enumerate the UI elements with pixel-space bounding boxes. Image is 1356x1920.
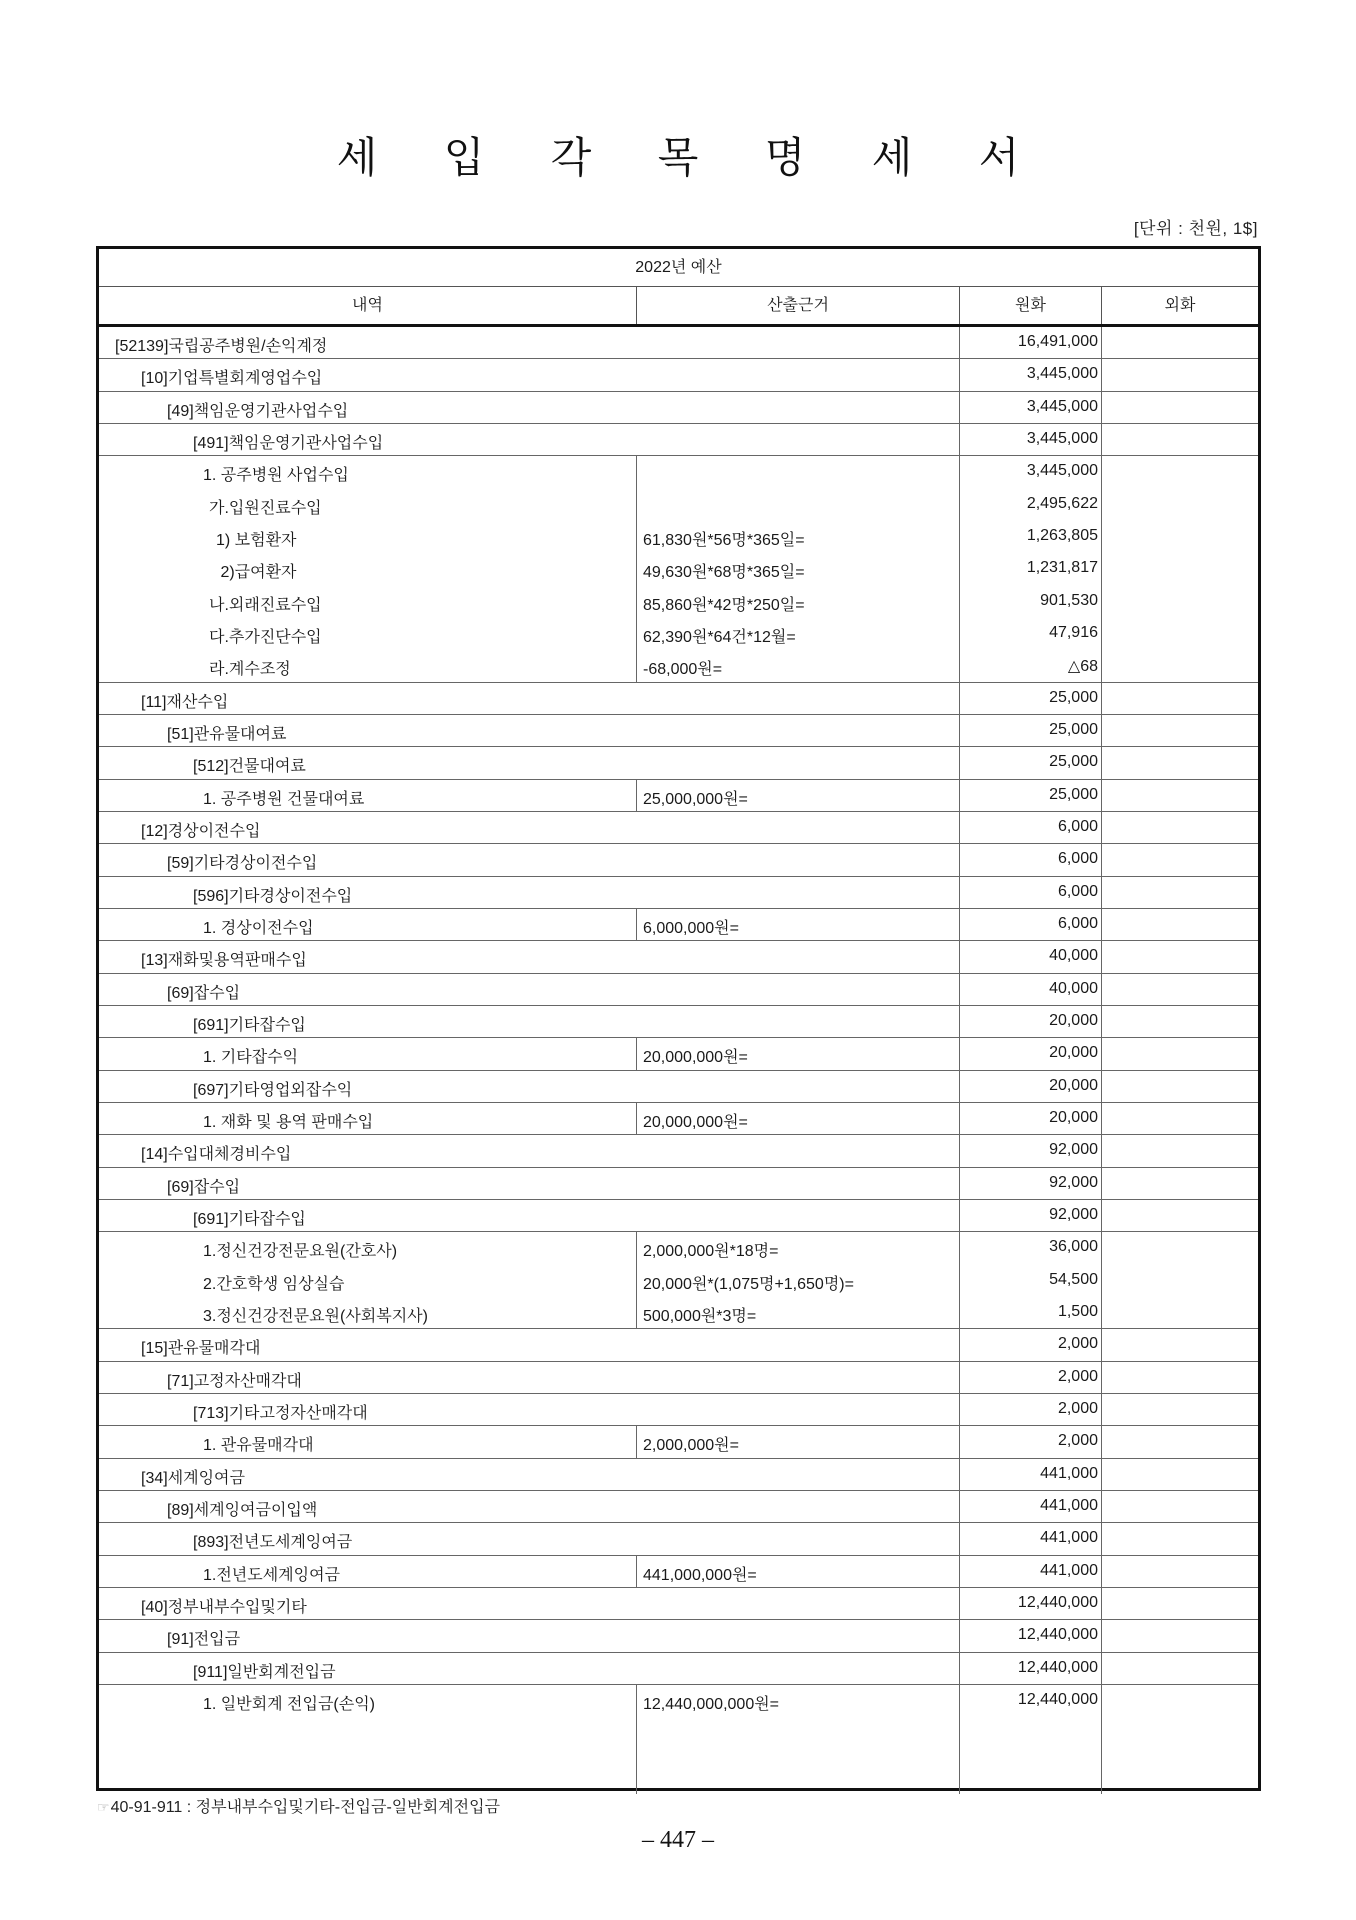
table-row [99,844,1258,876]
row-details: [13]재화및용역판매수입 [141,952,307,970]
row-calculation-basis: 2,000,000원= [636,1426,959,1457]
table-row [99,1071,1258,1103]
pointing-hand-icon: ☞ [97,1799,110,1815]
row-krw-amount: 901,530 [959,586,1101,618]
table-row [99,1491,1258,1523]
row-krw-amount: △68 [959,650,1101,681]
row-krw-amount: 6,000 [959,909,1101,940]
title-char: 명 [764,133,806,182]
table-row [99,1685,1258,1794]
row-details: [893]전년도세계잉여금 [193,1534,353,1552]
row-foreign-amount [1101,1329,1258,1360]
row-foreign-amount [1101,715,1258,746]
row-calculation-basis: 6,000,000원= [636,909,959,940]
table-row [99,489,1258,521]
row-foreign-amount [1101,1297,1258,1328]
row-foreign-amount [1101,909,1258,940]
table-row [99,424,1258,456]
table-row [99,683,1258,715]
row-foreign-amount [1101,618,1258,650]
table-row [99,650,1258,682]
row-krw-amount: 2,000 [959,1426,1101,1457]
table-row [99,909,1258,941]
row-krw-amount: 20,000 [959,1006,1101,1037]
table-row [99,1329,1258,1361]
table-row [99,780,1258,812]
row-details: [69]잡수입 [167,984,241,1002]
row-foreign-amount [1101,1588,1258,1619]
row-foreign-amount [1101,1685,1258,1794]
row-details: [52139]국립공주병원/손익계정 [115,338,328,355]
row-calculation-basis [636,489,959,521]
table-row [99,715,1258,747]
row-foreign-amount [1101,747,1258,778]
table-row [99,392,1258,424]
row-krw-amount: 20,000 [959,1038,1101,1069]
row-krw-amount: 47,916 [959,618,1101,650]
row-krw-amount: 2,495,622 [959,489,1101,521]
row-krw-amount: 441,000 [959,1459,1101,1490]
row-foreign-amount [1101,974,1258,1005]
title-char: 입 [443,133,485,182]
row-details: [89]세계잉여금이입액 [167,1501,318,1519]
row-details: 라.계수조정 [209,661,291,679]
row-krw-amount: 20,000 [959,1103,1101,1134]
table-row [99,586,1258,618]
row-foreign-amount [1101,1200,1258,1231]
row-foreign-amount [1101,1523,1258,1554]
table-row [99,877,1258,909]
row-details: 2.간호학생 임상실습 [203,1275,345,1293]
table-row [99,974,1258,1006]
row-krw-amount: 441,000 [959,1523,1101,1554]
row-foreign-amount [1101,1103,1258,1134]
table-row [99,456,1258,488]
table-row [99,941,1258,973]
row-foreign-amount [1101,1265,1258,1297]
row-details: 1. 공주병원 사업수입 [203,467,349,485]
row-foreign-amount [1101,1135,1258,1166]
row-krw-amount: 16,491,000 [959,327,1101,358]
table-row [99,1620,1258,1652]
row-foreign-amount [1101,941,1258,972]
row-calculation-basis: 62,390원*64건*12월= [636,618,959,650]
row-calculation-basis: 61,830원*56명*365일= [636,521,959,553]
row-krw-amount: 54,500 [959,1265,1101,1297]
row-details: 2)급여환자 [216,564,297,582]
table-row [99,618,1258,650]
row-foreign-amount [1101,489,1258,521]
row-foreign-amount [1101,1426,1258,1457]
page-number: – 447 – [642,1827,714,1853]
row-details: 1. 일반회계 전입금(손익) [203,1695,375,1713]
title-char: 세 [336,133,378,182]
row-krw-amount: 12,440,000 [959,1653,1101,1684]
row-details: 나.외래진료수입 [209,596,322,614]
row-krw-amount: 6,000 [959,844,1101,875]
row-details: [713]기타고정자산매각대 [193,1404,368,1422]
row-details: [14]수입대체경비수입 [141,1146,292,1164]
row-krw-amount: 441,000 [959,1491,1101,1522]
table-row [99,1168,1258,1200]
row-details: [911]일반회계전입금 [193,1663,336,1681]
row-krw-amount: 12,440,000 [959,1620,1101,1651]
row-krw-amount: 92,000 [959,1135,1101,1166]
row-krw-amount: 25,000 [959,780,1101,811]
title-char: 각 [550,133,592,182]
table-row [99,1006,1258,1038]
table-row [99,812,1258,844]
row-details: [11]재산수입 [141,693,229,711]
header-budget-year: 2022년 예산 [99,249,1258,287]
row-krw-amount: 441,000 [959,1556,1101,1587]
row-krw-amount: 25,000 [959,715,1101,746]
footnote [97,1796,500,1819]
table-row [99,1653,1258,1685]
row-foreign-amount [1101,1556,1258,1587]
unit-label: [단위 : 천원, 1$] [1133,219,1258,238]
row-details: [12]경상이전수입 [141,822,261,840]
table-row [99,359,1258,391]
row-calculation-basis: 2,000,000원*18명= [636,1232,959,1264]
row-krw-amount: 2,000 [959,1329,1101,1360]
row-details: 1. 공주병원 건물대여료 [203,790,365,808]
row-details: [40]정부내부수입및기타 [141,1598,307,1616]
row-details: [71]고정자산매각대 [167,1372,302,1390]
row-foreign-amount [1101,586,1258,618]
row-krw-amount: 92,000 [959,1168,1101,1199]
row-calculation-basis: 441,000,000원= [636,1556,959,1587]
row-details: 1) 보험환자 [216,531,297,549]
row-details: 1.정신건강전문요원(간호사) [203,1243,398,1261]
table-row [99,1103,1258,1135]
row-details: [691]기타잡수입 [193,1210,306,1228]
row-krw-amount: 20,000 [959,1071,1101,1102]
row-foreign-amount [1101,327,1258,358]
row-calculation-basis: 25,000,000원= [636,780,959,811]
row-calculation-basis: 85,860원*42명*250일= [636,586,959,618]
row-details: [10]기업특별회계영업수입 [141,370,323,388]
table-row [99,521,1258,553]
table-row [99,1556,1258,1588]
row-calculation-basis: 20,000,000원= [636,1038,959,1069]
row-krw-amount: 1,231,817 [959,553,1101,585]
row-foreign-amount [1101,1232,1258,1264]
row-foreign-amount [1101,877,1258,908]
row-krw-amount: 36,000 [959,1232,1101,1264]
row-details: [51]관유물대여료 [167,725,287,743]
table-row [99,1135,1258,1167]
row-foreign-amount [1101,1491,1258,1522]
title-char: 서 [978,133,1020,182]
row-krw-amount: 6,000 [959,877,1101,908]
row-details: [512]건물대여료 [193,758,306,776]
row-details: 1. 경상이전수입 [203,919,314,937]
row-foreign-amount [1101,1168,1258,1199]
row-foreign-amount [1101,553,1258,585]
row-details: 1.전년도세계잉여금 [203,1566,340,1584]
row-foreign-amount [1101,1362,1258,1393]
row-calculation-basis: -68,000원= [636,650,959,681]
row-details: 다.추가진단수입 [209,628,322,646]
table-row [99,1297,1258,1329]
table-row [99,1362,1258,1394]
column-header-basis: 산출근거 [636,287,959,324]
row-calculation-basis: 20,000,000원= [636,1103,959,1134]
table-row [99,327,1258,359]
row-krw-amount: 3,445,000 [959,456,1101,488]
row-details: [59]기타경상이전수입 [167,855,318,873]
table-row [99,1038,1258,1070]
row-details: [69]잡수입 [167,1178,241,1196]
row-foreign-amount [1101,1006,1258,1037]
row-details: 1. 관유물매각대 [203,1437,314,1455]
row-krw-amount: 92,000 [959,1200,1101,1231]
table-row [99,1459,1258,1491]
row-foreign-amount [1101,812,1258,843]
row-foreign-amount [1101,650,1258,681]
row-foreign-amount [1101,424,1258,455]
row-krw-amount: 3,445,000 [959,392,1101,423]
column-header-details: 내역 [352,297,383,314]
row-details: [49]책임운영기관사업수입 [167,402,349,420]
row-details: 가.입원진료수입 [209,499,322,517]
row-krw-amount: 2,000 [959,1362,1101,1393]
row-krw-amount: 25,000 [959,747,1101,778]
row-krw-amount: 12,440,000 [959,1588,1101,1619]
row-details: [15]관유물매각대 [141,1340,261,1358]
row-foreign-amount [1101,1459,1258,1490]
row-krw-amount: 2,000 [959,1394,1101,1425]
row-details: [91]전입금 [167,1631,241,1649]
table-row [99,1523,1258,1555]
row-calculation-basis: 12,440,000,000원= [636,1685,959,1794]
row-krw-amount: 40,000 [959,974,1101,1005]
row-foreign-amount [1101,1620,1258,1651]
row-foreign-amount [1101,1394,1258,1425]
budget-table [96,246,1261,1791]
row-foreign-amount [1101,780,1258,811]
table-row [99,1588,1258,1620]
column-header-foreign: 외화 [1101,287,1258,324]
row-krw-amount: 6,000 [959,812,1101,843]
table-row [99,1265,1258,1297]
row-details: [491]책임운영기관사업수입 [193,434,384,452]
row-calculation-basis: 49,630원*68명*365일= [636,553,959,585]
title-char: 목 [657,133,699,182]
row-foreign-amount [1101,683,1258,714]
table-row [99,1426,1258,1458]
header-columns [99,287,1258,327]
row-details: [691]기타잡수입 [193,1016,306,1034]
row-foreign-amount [1101,392,1258,423]
table-row [99,1232,1258,1264]
row-calculation-basis: 500,000원*3명= [636,1297,959,1328]
row-krw-amount: 12,440,000 [959,1685,1101,1794]
row-details: 1. 재화 및 용역 판매수입 [203,1113,374,1131]
row-krw-amount: 3,445,000 [959,424,1101,455]
title-char: 세 [871,133,913,182]
row-details: 3.정신건강전문요원(사회복지사) [203,1307,428,1325]
row-details: 1. 기타잡수익 [203,1049,299,1067]
table-row [99,747,1258,779]
row-foreign-amount [1101,1653,1258,1684]
table-row [99,1394,1258,1426]
row-details: [697]기타영업외잡수익 [193,1081,353,1099]
column-header-krw: 원화 [959,287,1101,324]
row-details: [34]세계잉여금 [141,1469,245,1487]
row-calculation-basis: 20,000원*(1,075명+1,650명)= [636,1265,959,1297]
row-krw-amount: 40,000 [959,941,1101,972]
document-title [0,128,1356,188]
row-foreign-amount [1101,359,1258,390]
row-krw-amount: 1,263,805 [959,521,1101,553]
row-krw-amount: 1,500 [959,1297,1101,1328]
table-row [99,1200,1258,1232]
row-krw-amount: 25,000 [959,683,1101,714]
row-foreign-amount [1101,844,1258,875]
row-foreign-amount [1101,456,1258,488]
row-details: [596]기타경상이전수입 [193,887,353,905]
footnote-text: 40-91-911 : 정부내부수입및기타-전입금-일반회계전입금 [110,1799,500,1816]
row-foreign-amount [1101,1038,1258,1069]
row-foreign-amount [1101,521,1258,553]
row-calculation-basis [636,456,959,488]
table-row [99,553,1258,585]
row-krw-amount: 3,445,000 [959,359,1101,390]
row-foreign-amount [1101,1071,1258,1102]
